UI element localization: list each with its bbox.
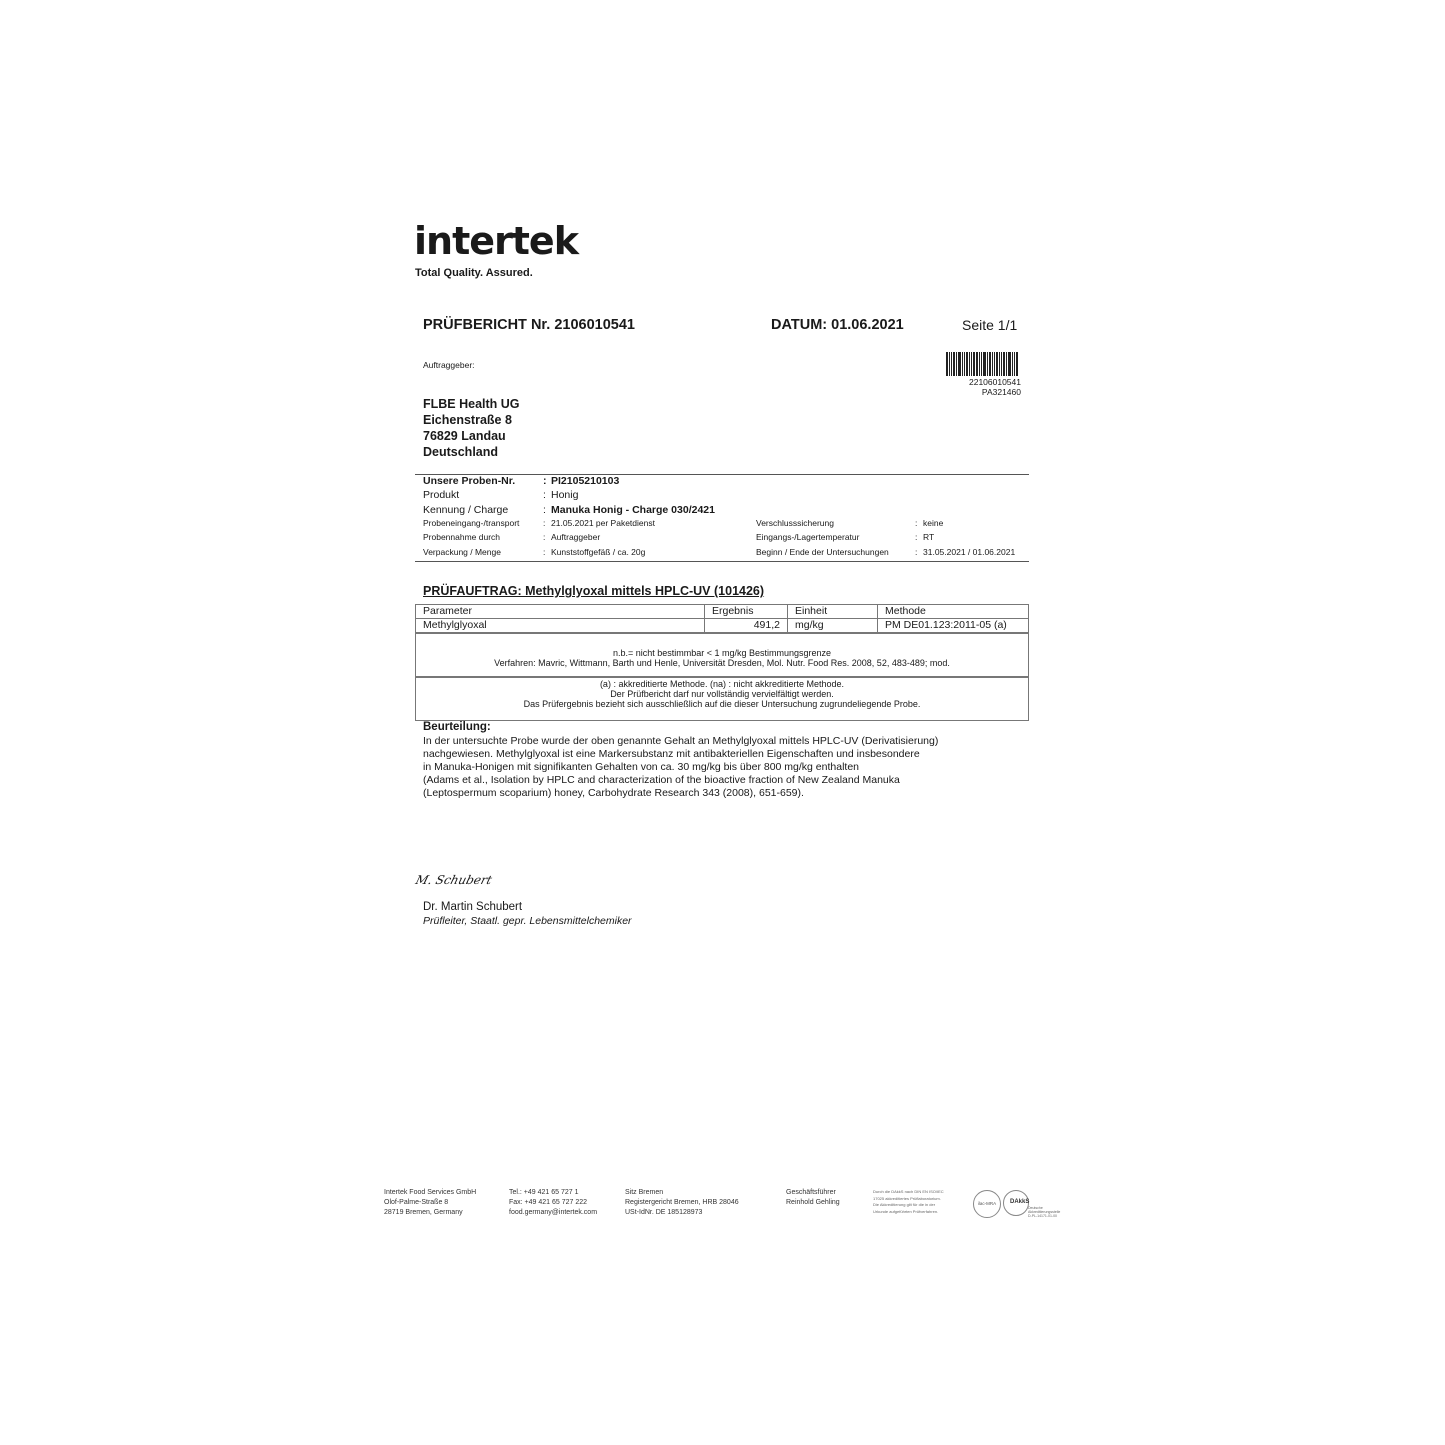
footer-management: Geschäftsführer Reinhold Gehling	[786, 1189, 840, 1206]
note-line: n.b.= nicht bestimmbar < 1 mg/kg Bestimmungsgrenze	[612, 648, 832, 658]
assessment-text: In der untersuchte Probe wurde der oben genannte Gehalt an Methylglyoxal mittels HPLC-UV (Derivatisierung) nachgewiesen. Methylglyoxal ist eine Markersubstanz mit antibakteriellen Eigenschaften und insbesondere in Manuka-Honigen mit signifikanten Gehalten von ca. 30 mg/kg bis über 800 mg/kg enthalten (Adams et al., Isolation by HPLC and characterization of the bioactive fraction of New Zealand Manuka (Leptospermum scoparium) honey, Carbohydrate Research 343 (2008), 651-659).	[423, 735, 939, 799]
table-cell: mg/kg	[788, 619, 878, 633]
barcode-number: 22106010541	[968, 377, 1021, 387]
signer-name: Dr. Martin Schubert	[423, 901, 523, 913]
page-number: Seite 1/1	[962, 317, 1018, 333]
table-cell: 491,2	[705, 619, 788, 633]
ilac-mra-seal-icon: ilac-MRA	[973, 1190, 1001, 1218]
barcode-icon	[946, 352, 1022, 376]
logo-tagline: Total Quality. Assured.	[415, 267, 533, 279]
dakks-seal-icon: DAkkS	[1003, 1190, 1029, 1216]
results-table	[415, 604, 1029, 633]
signer-role: Prüfleiter, Staatl. gepr. Lebensmittelchemiker	[423, 915, 632, 927]
client-label: Auftraggeber:	[423, 360, 475, 370]
divider	[415, 561, 1029, 562]
column-header: Ergebnis	[705, 605, 788, 619]
table-header-row	[416, 605, 1029, 619]
table-cell: Methylglyoxal	[416, 619, 705, 633]
client-street: Eichenstraße 8	[423, 413, 512, 427]
order-title: PRÜFAUFTRAG: Methylglyoxal mittels HPLC-UV (101426)	[423, 584, 765, 598]
column-header: Einheit	[788, 605, 878, 619]
intertek-logo: intertek	[414, 219, 578, 263]
footer-accreditation-note: Durch die DAkkS nach DIN EN ISO/IEC 17025 akkreditiertes Prüflaboratorium. Die Akkreditierung gilt für die in der Urkunde aufgeführten Prüfverfahren.	[873, 1189, 944, 1214]
dakks-caption: Deutsche Akkreditierungsstelle D-PL-14171-01-00	[1028, 1206, 1061, 1218]
handwritten-signature: M. Schubert	[414, 873, 494, 887]
note-line: Verfahren: Mavric, Wittmann, Barth und Henle, Universität Dresden, Mol. Nutr. Food Res. 2008, 52, 483-489; mod.	[494, 658, 950, 668]
client-country: Deutschland	[423, 445, 499, 459]
barcode-ref: PA321460	[981, 387, 1021, 397]
footer-contact: Tel.: +49 421 65 727 1 Fax: +49 421 65 727 222 food.germany@intertek.com	[509, 1189, 598, 1216]
note-line: Das Prüfergebnis bezieht sich ausschließlich auf die dieser Untersuchung zugrundeliegende Probe.	[523, 699, 921, 709]
client-name: FLBE Health UG	[423, 397, 520, 411]
notes-box	[415, 633, 1029, 678]
note-line: Der Prüfbericht darf nur vollständig vervielfältigt werden.	[610, 689, 834, 699]
footer-company: Intertek Food Services GmbH Olof-Palme-Straße 8 28719 Bremen, Germany	[384, 1189, 477, 1216]
client-city: 76829 Landau	[423, 429, 506, 443]
note-line: (a) : akkreditierte Methode. (na) : nicht akkreditierte Methode.	[599, 679, 845, 689]
report-date: DATUM: 01.06.2021	[771, 317, 904, 333]
report-title: PRÜFBERICHT Nr. 2106010541	[423, 317, 635, 333]
table-row	[416, 619, 1029, 633]
column-header: Parameter	[416, 605, 705, 619]
assessment-title: Beurteilung:	[423, 721, 491, 733]
notes-box	[415, 676, 1029, 721]
table-cell: PM DE01.123:2011-05 (a)	[878, 619, 1029, 633]
footer-registry: Sitz Bremen Registergericht Bremen, HRB 28046 USt-IdNr. DE 185128973	[625, 1189, 739, 1216]
column-header: Methode	[878, 605, 1029, 619]
